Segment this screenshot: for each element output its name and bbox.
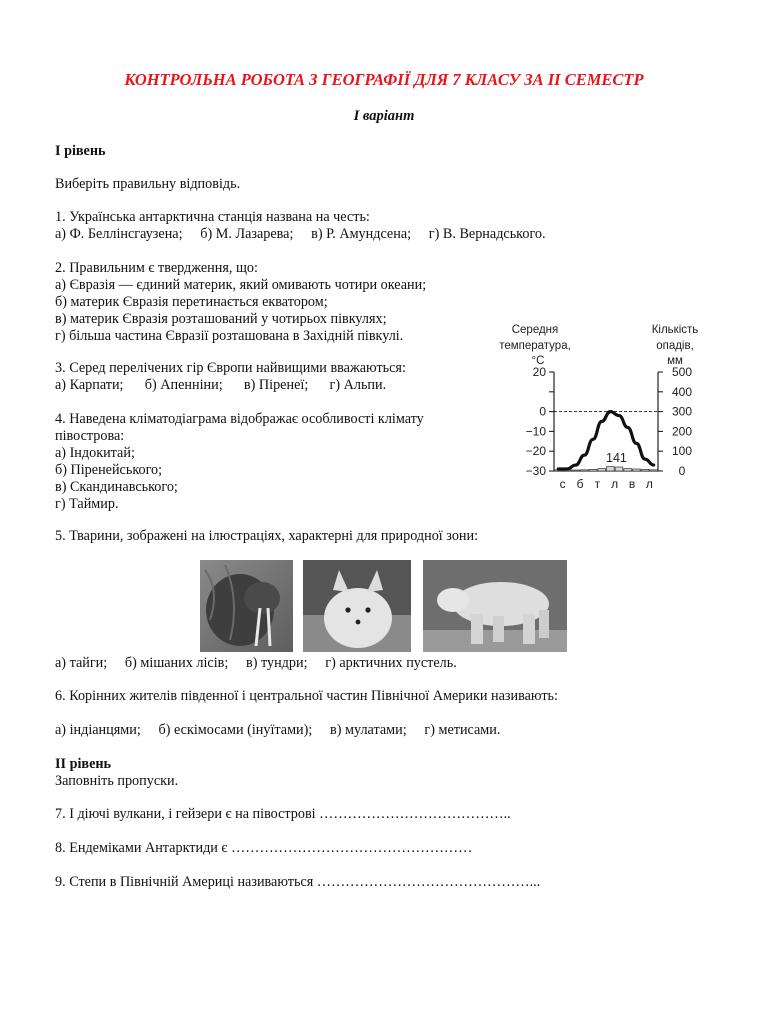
right-axis-label-line1: Кількість (651, 324, 699, 336)
month-label: в (628, 477, 636, 491)
question-1-text: 1. Українська антарктична станція названа на честь: (55, 209, 370, 225)
question-2-option-d: г) більша частина Євразії розташована в Західній півкулі. (55, 328, 404, 344)
right-axis-label-line3: мм (667, 355, 683, 367)
level2-heading: ІІ рівень (55, 756, 112, 772)
precipitation-bar (624, 469, 632, 471)
question-5-answers: а) тайги; б) мішаних лісів; в) тундри; г) арктичних пустель. (55, 655, 457, 671)
precipitation-bar (615, 467, 623, 471)
level1-instruction: Виберіть правильну відповідь. (55, 176, 241, 192)
question-3 (55, 360, 406, 394)
month-label: б (576, 477, 584, 491)
question-1 (55, 209, 546, 243)
right-axis-label-line2: опадів, (656, 340, 694, 352)
left-tick-label: 0 (539, 404, 546, 419)
month-label: л (611, 477, 619, 491)
question-7: 7. І діючі вулкани, і гейзери є на півострові ………………………………….. (55, 806, 511, 822)
right-tick-label: 400 (671, 384, 693, 399)
question-2-option-b: б) материк Євразія перетинається екватором; (55, 294, 328, 310)
polar-bear-photo (423, 560, 567, 652)
question-2-option-c: в) материк Євразія розташований у чотирьох півкулях; (55, 311, 387, 327)
left-axis-label-line1: Середня (511, 324, 559, 336)
arctic-fox-photo (303, 560, 411, 652)
question-9: 9. Степи в Північній Америці називаються ………………………………………... (55, 874, 541, 890)
right-tick-label: 500 (671, 365, 693, 379)
question-2-text: 2. Правильним є твердження, що: (55, 260, 258, 276)
left-tick-label: 20 (532, 365, 546, 379)
question-2 (55, 260, 426, 345)
question-4-option-b: б) Піренейського; (55, 462, 163, 478)
question-6-answers: а) індіанцями; б) ескімосами (інуїтами); в) мулатами; г) метисами. (55, 722, 501, 738)
precipitation-bar (650, 470, 658, 471)
left-tick-label: −10 (525, 424, 546, 439)
precipitation-bar (598, 469, 606, 471)
level2-instruction: Заповніть пропуски. (55, 773, 179, 789)
left-tick-label: −20 (525, 444, 546, 459)
left-axis-label-line3: °С (531, 355, 545, 367)
right-tick-label: 0 (678, 464, 686, 478)
page-title: КОНТРОЛЬНА РОБОТА З ГЕОГРАФІЇ ДЛЯ 7 КЛАСУ ЗА ІІ СЕМЕСТР (124, 70, 644, 89)
precipitation-bar (572, 470, 580, 471)
question-3-answers: а) Карпати; б) Апенніни; в) Піренеї; г) Альпи. (55, 377, 387, 393)
month-label: с (559, 477, 566, 491)
right-tick-label: 200 (671, 424, 693, 439)
question-4-option-d: г) Таймир. (55, 496, 119, 512)
question-6-text: 6. Корінних жителів південної і центральної частин Північної Америки називають: (55, 688, 558, 704)
left-axis-label-line2: температура, (499, 340, 571, 352)
walrus-photo (200, 560, 293, 652)
question-4 (55, 411, 424, 513)
month-label: т (594, 477, 601, 491)
precipitation-bar (633, 469, 641, 471)
question-1-answers: а) Ф. Беллінсгаузена; б) М. Лазарева; в) Р. Амундсена; г) В. Вернадського. (55, 226, 546, 242)
climate-diagram (478, 318, 718, 496)
month-label: л (645, 477, 653, 491)
precipitation-bar (581, 470, 589, 471)
question-8: 8. Ендеміками Антарктиди є …………………………………………… (55, 840, 473, 856)
question-4-option-c: в) Скандинавського; (55, 479, 178, 495)
right-tick-label: 300 (671, 404, 693, 419)
level1-heading: І рівень (55, 143, 106, 159)
question-3-text: 3. Серед перелічених гір Європи найвищими вважаються: (55, 360, 406, 376)
chart-annotation: 141 (606, 451, 627, 465)
question-4-option-a: а) Індокитай; (55, 445, 135, 461)
precipitation-bar (607, 467, 615, 471)
question-2-option-a: а) Євразія — єдиний материк, який омивають чотири океани; (55, 277, 427, 293)
precipitation-bar (641, 469, 649, 471)
variant-title: І варіант (353, 108, 415, 124)
question-5-text: 5. Тварини, зображені на ілюстраціях, характерні для природної зони: (55, 528, 479, 544)
question-4-text-line2: півострова: (55, 428, 125, 444)
left-tick-label: −30 (525, 464, 546, 478)
question-4-text-line1: 4. Наведена кліматодіаграма відображає особливості клімату (55, 411, 424, 427)
right-tick-label: 100 (671, 444, 693, 459)
precipitation-bar (589, 469, 597, 471)
